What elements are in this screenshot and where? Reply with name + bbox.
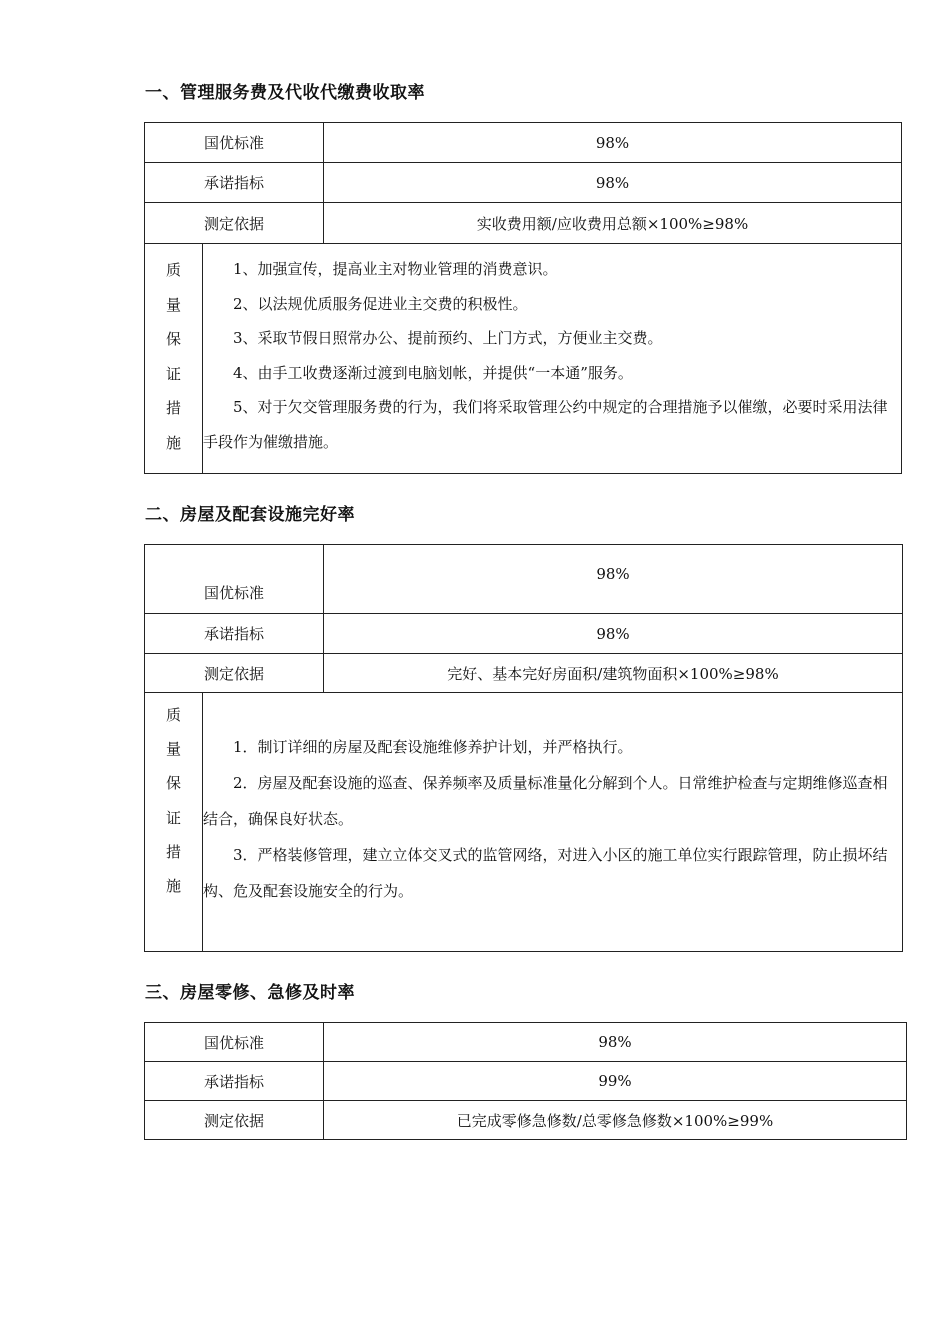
row-value: 98% <box>324 123 902 163</box>
measure-item: 1、加强宣传，提高业主对物业管理的消费意识。 <box>233 260 558 278</box>
row-value: 98% <box>324 163 902 203</box>
section1-heading: 一、管理服务费及代收代缴费收取率 <box>145 83 425 103</box>
row-value: 98% <box>324 1023 907 1062</box>
measure-item: 2、以法规优质服务促进业主交费的积极性。 <box>233 294 528 313</box>
row-value: 完好、基本完好房面积/建筑物面积×100%≥98% <box>324 654 903 693</box>
row-label: 承诺指标 <box>145 1062 324 1101</box>
quality-measures <box>203 244 902 474</box>
measure-item: 5、对于欠交管理服务费的行为，我们将采取管理公约中规定的合理措施予以催缴，必要时采用法律手段作为催缴措施。 <box>203 398 888 451</box>
table-row <box>145 1062 907 1101</box>
row-label: 承诺指标 <box>145 614 324 654</box>
quality-label: 质 量 保 证 措 施 <box>145 244 203 474</box>
row-label: 测定依据 <box>145 654 324 693</box>
table-row <box>145 123 902 163</box>
table-row <box>145 1101 907 1140</box>
row-label: 国优标准 <box>145 545 324 614</box>
row-value: 98% <box>324 545 903 614</box>
row-label: 国优标准 <box>145 1023 324 1062</box>
quality-label: 质 量 保 证 措 施 <box>145 693 203 952</box>
table-row <box>145 654 903 693</box>
quality-row <box>145 244 902 474</box>
table-row <box>145 163 902 203</box>
row-label: 国优标准 <box>145 123 324 163</box>
table-row <box>145 203 902 244</box>
row-value: 98% <box>324 614 903 654</box>
row-label: 测定依据 <box>145 1101 324 1140</box>
measure-item: 3．严格装修管理，建立立体交叉式的监管网络，对进入小区的施工单位实行跟踪管理，防止损坏结构、危及配套设施安全的行为。 <box>203 846 888 900</box>
table-row <box>145 614 903 654</box>
measure-item: 2．房屋及配套设施的巡查、保养频率及质量标准量化分解到个人。日常维护检查与定期维修巡查相结合，确保良好状态。 <box>203 774 888 828</box>
section2-heading: 二、房屋及配套设施完好率 <box>145 505 355 525</box>
row-value: 99% <box>324 1062 907 1101</box>
section3-table <box>144 1022 907 1140</box>
quality-row <box>145 693 903 952</box>
quality-measures <box>203 693 903 952</box>
table-row <box>145 545 903 614</box>
row-value: 实收费用额/应收费用总额×100%≥98% <box>324 203 902 244</box>
section2-table <box>144 544 903 952</box>
measure-item: 3、采取节假日照常办公、提前预约、上门方式，方便业主交费。 <box>233 329 663 348</box>
measure-item: 1．制订详细的房屋及配套设施维修养护计划，并严格执行。 <box>233 738 633 756</box>
row-label: 测定依据 <box>145 203 324 244</box>
section3-heading: 三、房屋零修、急修及时率 <box>145 983 355 1003</box>
row-value: 已完成零修急修数/总零修急修数×100%≥99% <box>324 1101 907 1140</box>
measure-item: 4、由手工收费逐渐过渡到电脑划帐，并提供“一本通”服务。 <box>233 363 633 382</box>
table-row <box>145 1023 907 1062</box>
row-label: 承诺指标 <box>145 163 324 203</box>
section1-table <box>144 122 902 474</box>
